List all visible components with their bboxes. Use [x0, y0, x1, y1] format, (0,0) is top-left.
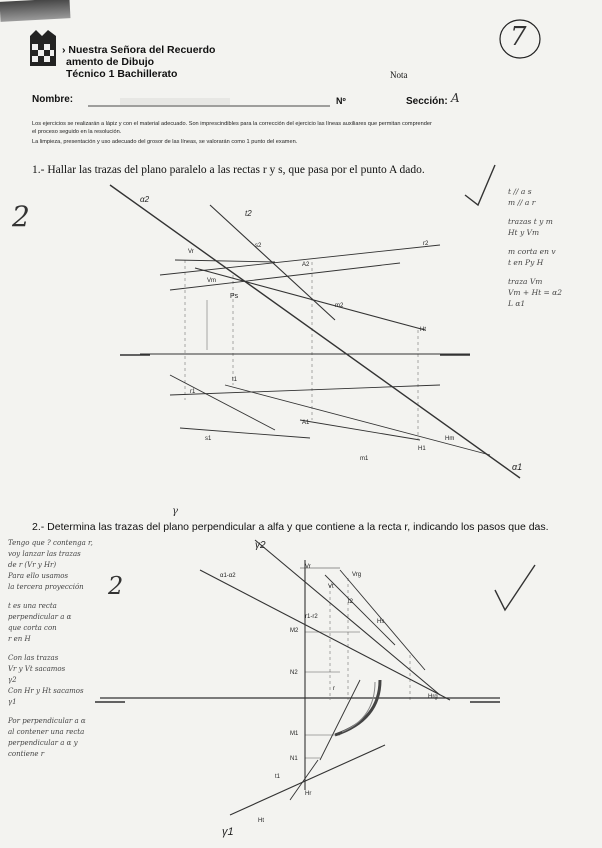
ex1-label-m1: m1 [360, 456, 369, 462]
ex2-label-M2: M2 [290, 628, 299, 634]
course-name: Técnico 1 Bachillerato [66, 68, 178, 80]
ex2-label-hs: Hs [377, 619, 385, 625]
ex2-label-hrg: Hrg [428, 694, 438, 700]
ex2-checkmark [495, 565, 535, 610]
ex1-label-h1: H1 [418, 446, 426, 452]
ex2-label-t2: t2 [348, 599, 354, 605]
ex2-label-r1r2: r1-r2 [305, 614, 318, 620]
instruction-line-3: La limpieza, presentación y uso adecuado del grosor de las líneas, se valorarán como 1 punto del examen. [32, 139, 298, 145]
ex2-label-t1: t1 [275, 774, 281, 780]
instruction-line-2: el proceso seguido en la resolución. [32, 129, 122, 135]
exercise2-question: 2.- Determina las trazas del plano perpendicular a alfa y que contiene a la recta r, indicando los pasos que das. [32, 521, 549, 533]
ex1-label-a1: α1 [512, 462, 523, 472]
exercise1-question: 1.- Hallar las trazas del plano paralelo a las rectas r y s, que pasa por el punto A dado. [32, 164, 425, 176]
ex2-label-N2: N2 [290, 670, 298, 676]
ex1-label-ps: Ps [230, 293, 239, 300]
ex1-label-s2: s2 [255, 243, 262, 249]
ex2-label-g2: γ2 [255, 540, 266, 551]
ex1-label-m2: m2 [335, 303, 344, 309]
instruction-line-1: Los ejercicios se realizarán a lápiz y con el material adecuado. Son imprescindibles para la corrección del ejercicio las líneas auxiliares que permitan comprender [32, 121, 432, 127]
school-name: › Nuestra Señora del Recuerdo [62, 44, 216, 56]
gamma-symbol: γ [172, 506, 178, 517]
ex2-label-N1: N1 [290, 756, 298, 762]
exercise1-notes: t // a s m // a r trazas t y m Ht y Vm m corta en v t en Py H traza Vm Vm + Ht = α2 L α1 [508, 187, 563, 308]
ex1-label-A2: A2 [302, 262, 310, 268]
ex1-label-a2: α2 [140, 195, 150, 204]
exercise2-score: 2 [108, 572, 124, 600]
exercise1-score: 2 [12, 200, 30, 233]
ex2-label-vrg: Vrg [352, 572, 362, 578]
seccion-value: A [451, 91, 460, 105]
ex1-label-vr: Vr [188, 249, 194, 255]
ex2-label-ht: Ht [258, 818, 264, 824]
numero-label: Nº [336, 96, 346, 106]
department-name: amento de Dibujo [66, 56, 155, 68]
ex1-label-A1: A1 [302, 420, 310, 426]
ex2-label-hr: Hr [305, 791, 312, 797]
ex2-label-a1a2: α1-α2 [220, 573, 236, 579]
grade-mark: 7 [510, 22, 527, 52]
ex1-label-ht: Ht [420, 327, 426, 333]
ex2-label-r: r [333, 686, 335, 692]
exercise2-notes: Tengo que ? contenga r, voy lanzar las trazas de r (Vr y Hr) Para ello usamos la tercera proyección t es una recta perpendicular a α que corta con r en H Con las trazas Vr y Vt sacamos γ2 Con Hr y Ht sacamos γ1 Por perpendicular a α al contener una recta perpendicular a α y contiene r [8, 539, 93, 758]
ex1-label-hm: Hm [445, 436, 455, 442]
ex1-label-r2: r2 [423, 241, 429, 247]
ex2-label-vt: Vt [328, 584, 334, 590]
ex2-label-M1: M1 [290, 731, 299, 737]
nota-label: Nota [390, 70, 408, 80]
ex1-label-t2: t2 [245, 209, 252, 218]
ex1-label-t1: t1 [232, 377, 238, 383]
ex1-label-s1: s1 [205, 436, 212, 442]
ex2-label-g1: γ1 [222, 826, 234, 838]
ex1-label-r1: r1 [190, 389, 196, 395]
nombre-label: Nombre: [32, 94, 74, 105]
ex2-label-vr: Vr [305, 564, 311, 570]
seccion-label: Sección: [406, 96, 448, 107]
ex1-label-vm: Vm [207, 278, 216, 284]
